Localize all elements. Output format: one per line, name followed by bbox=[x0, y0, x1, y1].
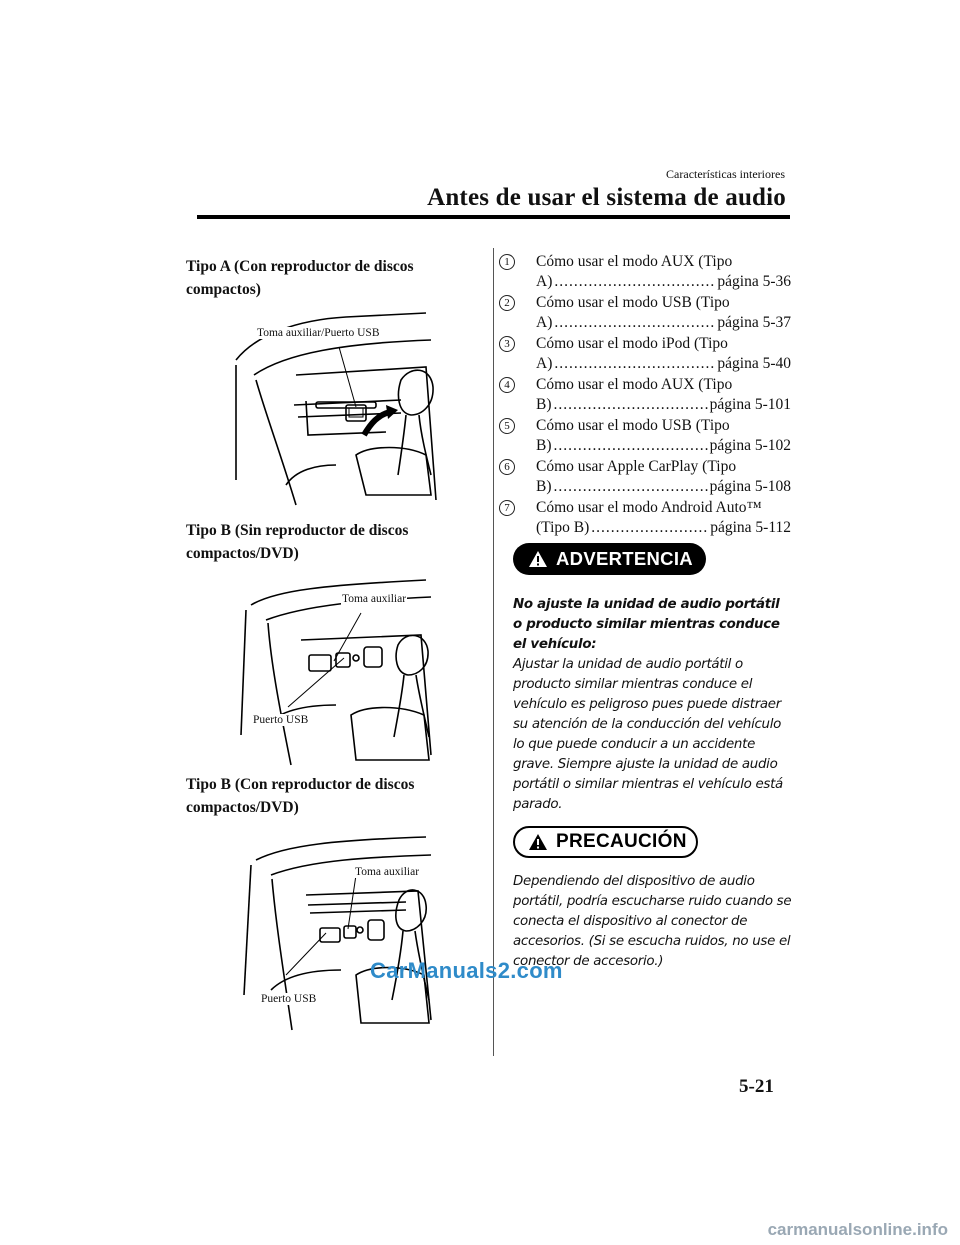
warning-body: Ajustar la unidad de audio portátil o producto similar mientras conduce el vehículo es peligroso pues puede distraer su atención de la conducción del vehículo lo que puede conducir a un accidente grave. Siempre ajuste la unidad de audio portátil o similar mientras el vehículo está parado. bbox=[513, 657, 783, 812]
warning-text bbox=[513, 595, 785, 815]
caution-label: PRECAUCIÓN bbox=[556, 831, 687, 852]
page-ref[interactable]: página 5-37 bbox=[717, 314, 791, 331]
list-item[interactable]: 3 Cómo usar el modo iPod (Tipo A) ..... página 5-40 bbox=[499, 335, 791, 376]
list-item[interactable]: 4 Cómo usar el modo AUX (Tipo B) ..... página 5-101 bbox=[499, 376, 791, 417]
caution-body: Dependiendo del dispositivo de audio portátil, podría escucharse ruido cuando se conecta el dispositivo al conector de accesorios. (Si se escucha ruidos, no use el conector de accesorio.) bbox=[513, 874, 792, 969]
page-number: 5-21 bbox=[739, 1076, 774, 1097]
column-divider bbox=[493, 248, 494, 1056]
list-item[interactable]: 5 Cómo usar el modo USB (Tipo B) ..... página 5-102 bbox=[499, 417, 791, 458]
page-title: Antes de usar el sistema de audio bbox=[427, 184, 786, 211]
list-item[interactable]: 6 Cómo usar Apple CarPlay (Tipo B) ..... página 5-108 bbox=[499, 458, 791, 499]
page-ref[interactable]: página 5-40 bbox=[717, 355, 791, 372]
item-number: 5 bbox=[499, 418, 515, 434]
item-number: 6 bbox=[499, 459, 515, 475]
aux-jack-label-2: Toma auxiliar bbox=[355, 866, 420, 878]
page-ref[interactable]: página 5-112 bbox=[710, 519, 791, 536]
caution-banner bbox=[513, 826, 698, 858]
figure-1-heading: Tipo A (Con reproductor de discos compactos) bbox=[186, 258, 414, 298]
usb-port-label: Puerto USB bbox=[253, 714, 309, 726]
usb-port-label-2: Puerto USB bbox=[261, 993, 317, 1005]
list-item[interactable]: 7 Cómo usar el modo Android Auto™ (Tipo B) ..... página 5-112 bbox=[499, 499, 791, 540]
figure-3-illustration bbox=[226, 825, 451, 1035]
figure-2-heading: Tipo B (Sin reproductor de discos compactos/DVD) bbox=[186, 522, 409, 562]
caution-triangle-icon bbox=[528, 833, 548, 851]
item-number: 2 bbox=[499, 295, 515, 311]
page-ref[interactable]: página 5-101 bbox=[709, 396, 791, 413]
page-ref[interactable]: página 5-108 bbox=[709, 478, 791, 495]
aux-jack-label: Toma auxiliar bbox=[342, 593, 407, 605]
page-ref[interactable]: página 5-102 bbox=[709, 437, 791, 454]
section-name: Características interiores bbox=[666, 167, 785, 181]
item-number: 7 bbox=[499, 500, 515, 516]
list-item[interactable]: 2 Cómo usar el modo USB (Tipo A) ..... página 5-37 bbox=[499, 294, 791, 335]
warning-triangle-icon bbox=[528, 550, 548, 568]
list-item[interactable]: 1 Cómo usar el modo AUX (Tipo A) ..... página 5-36 bbox=[499, 253, 791, 294]
item-number: 1 bbox=[499, 254, 515, 270]
page-ref[interactable]: página 5-36 bbox=[717, 273, 791, 290]
aux-usb-label: Toma auxiliar/Puerto USB bbox=[257, 327, 380, 339]
warning-label: ADVERTENCIA bbox=[556, 548, 693, 569]
item-number: 3 bbox=[499, 336, 515, 352]
figure-1-illustration bbox=[226, 305, 451, 510]
reference-list bbox=[499, 253, 791, 540]
warning-title: No ajuste la unidad de audio portátil o producto similar mientras conduce el vehículo: bbox=[513, 597, 780, 652]
warning-banner bbox=[513, 543, 706, 575]
footer-site[interactable]: carmanualsonline.info bbox=[767, 1220, 948, 1239]
figure-3-heading: Tipo B (Con reproductor de discos compactos/DVD) bbox=[186, 776, 415, 816]
header-rule bbox=[197, 215, 790, 219]
watermark: CarManuals2.com bbox=[370, 958, 563, 983]
figure-2-illustration bbox=[226, 565, 451, 770]
item-number: 4 bbox=[499, 377, 515, 393]
